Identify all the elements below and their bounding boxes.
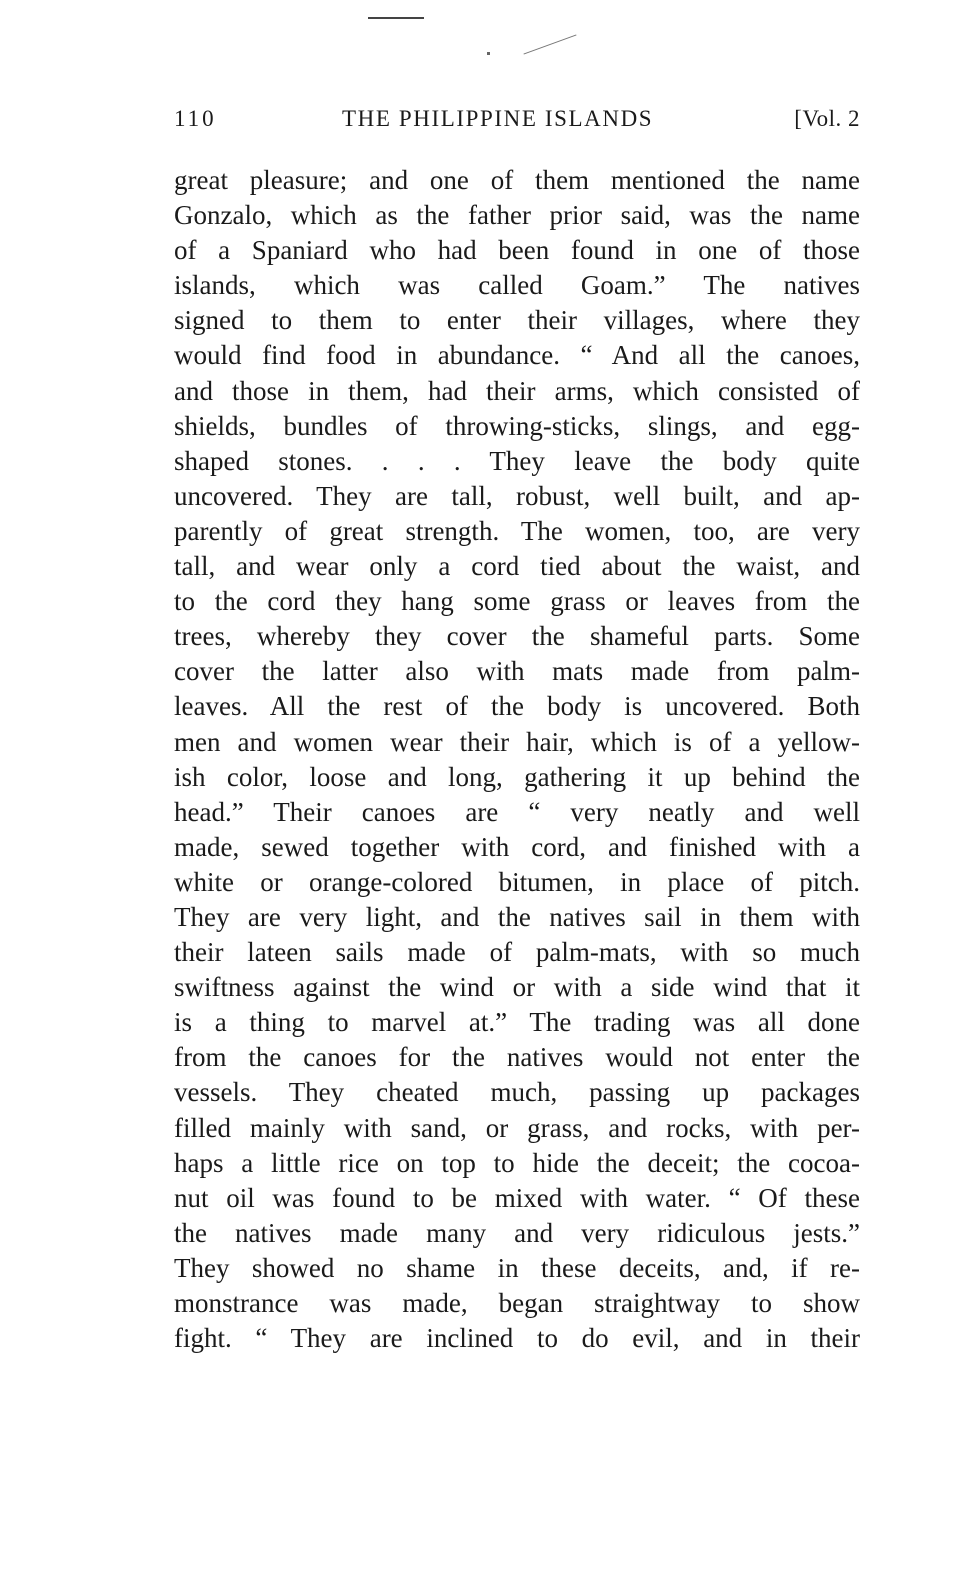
text-line: is a thing to marvel at.” The trading was all done	[174, 1007, 860, 1038]
text-line: islands, which was called Goam.” The natives	[174, 270, 860, 301]
page-number: 110	[174, 106, 217, 131]
text-line: parently of great strength. The women, too, are very	[174, 515, 860, 546]
text-line: swiftness against the wind or with a side wind that it	[174, 972, 860, 1003]
text-line: leaves. All the rest of the body is uncovered. Both	[174, 691, 860, 722]
text-line: Gonzalo, which as the father prior said, was the name	[174, 200, 860, 231]
scan-artifact-mark	[368, 17, 424, 19]
text-line: white or orange-colored bitumen, in place of pitch.	[174, 866, 860, 897]
text-line: nut oil was found to be mixed with water. “ Of these	[174, 1182, 860, 1213]
text-line: They are very light, and the natives sail in them with	[174, 901, 860, 932]
text-line: ish color, loose and long, gathering it up behind the	[174, 761, 860, 792]
text-line: fight. “ They are inclined to do evil, and in their	[174, 1323, 860, 1354]
text-line: would find food in abundance. “ And all the canoes,	[174, 340, 860, 371]
text-line: shields, bundles of throwing-sticks, slings, and egg-	[174, 410, 860, 441]
text-line: from the canoes for the natives would not enter the	[174, 1042, 860, 1073]
body-text	[174, 163, 860, 1356]
volume-label: [Vol. 2	[794, 106, 860, 131]
text-line: filled mainly with sand, or grass, and rocks, with per-	[174, 1112, 860, 1143]
scan-artifact-mark	[524, 34, 577, 54]
text-line: made, sewed together with cord, and finished with a	[174, 831, 860, 862]
text-line: and those in them, had their arms, which consisted of	[174, 375, 860, 406]
text-line: trees, whereby they cover the shameful parts. Some	[174, 621, 860, 652]
text-line: to the cord they hang some grass or leaves from the	[174, 586, 860, 617]
text-line: their lateen sails made of palm-mats, with so much	[174, 937, 860, 968]
text-line: men and women wear their hair, which is of a yellow-	[174, 726, 860, 757]
text-line: signed to them to enter their villages, where they	[174, 305, 860, 336]
text-line: monstrance was made, began straightway to show	[174, 1288, 860, 1318]
text-line: great pleasure; and one of them mentioned the name	[174, 165, 860, 195]
scan-artifact-dot	[487, 52, 490, 55]
text-line: shaped stones. . . . They leave the body quite	[174, 445, 860, 476]
text-line: of a Spaniard who had been found in one of those	[174, 235, 860, 266]
text-line: head.” Their canoes are “ very neatly and well	[174, 796, 860, 827]
text-line: tall, and wear only a cord tied about the waist, and	[174, 551, 860, 582]
text-line: uncovered. They are tall, robust, well built, and ap-	[174, 480, 860, 511]
text-line: vessels. They cheated much, passing up packages	[174, 1077, 860, 1108]
text-line: haps a little rice on top to hide the deceit; the cocoa-	[174, 1147, 860, 1178]
text-line: They showed no shame in these deceits, and, if re-	[174, 1252, 860, 1283]
text-line: cover the latter also with mats made from palm-	[174, 656, 860, 687]
running-title: THE PHILIPPINE ISLANDS	[342, 106, 654, 131]
running-head	[174, 106, 860, 138]
text-line: the natives made many and very ridiculous jests.”	[174, 1217, 860, 1248]
